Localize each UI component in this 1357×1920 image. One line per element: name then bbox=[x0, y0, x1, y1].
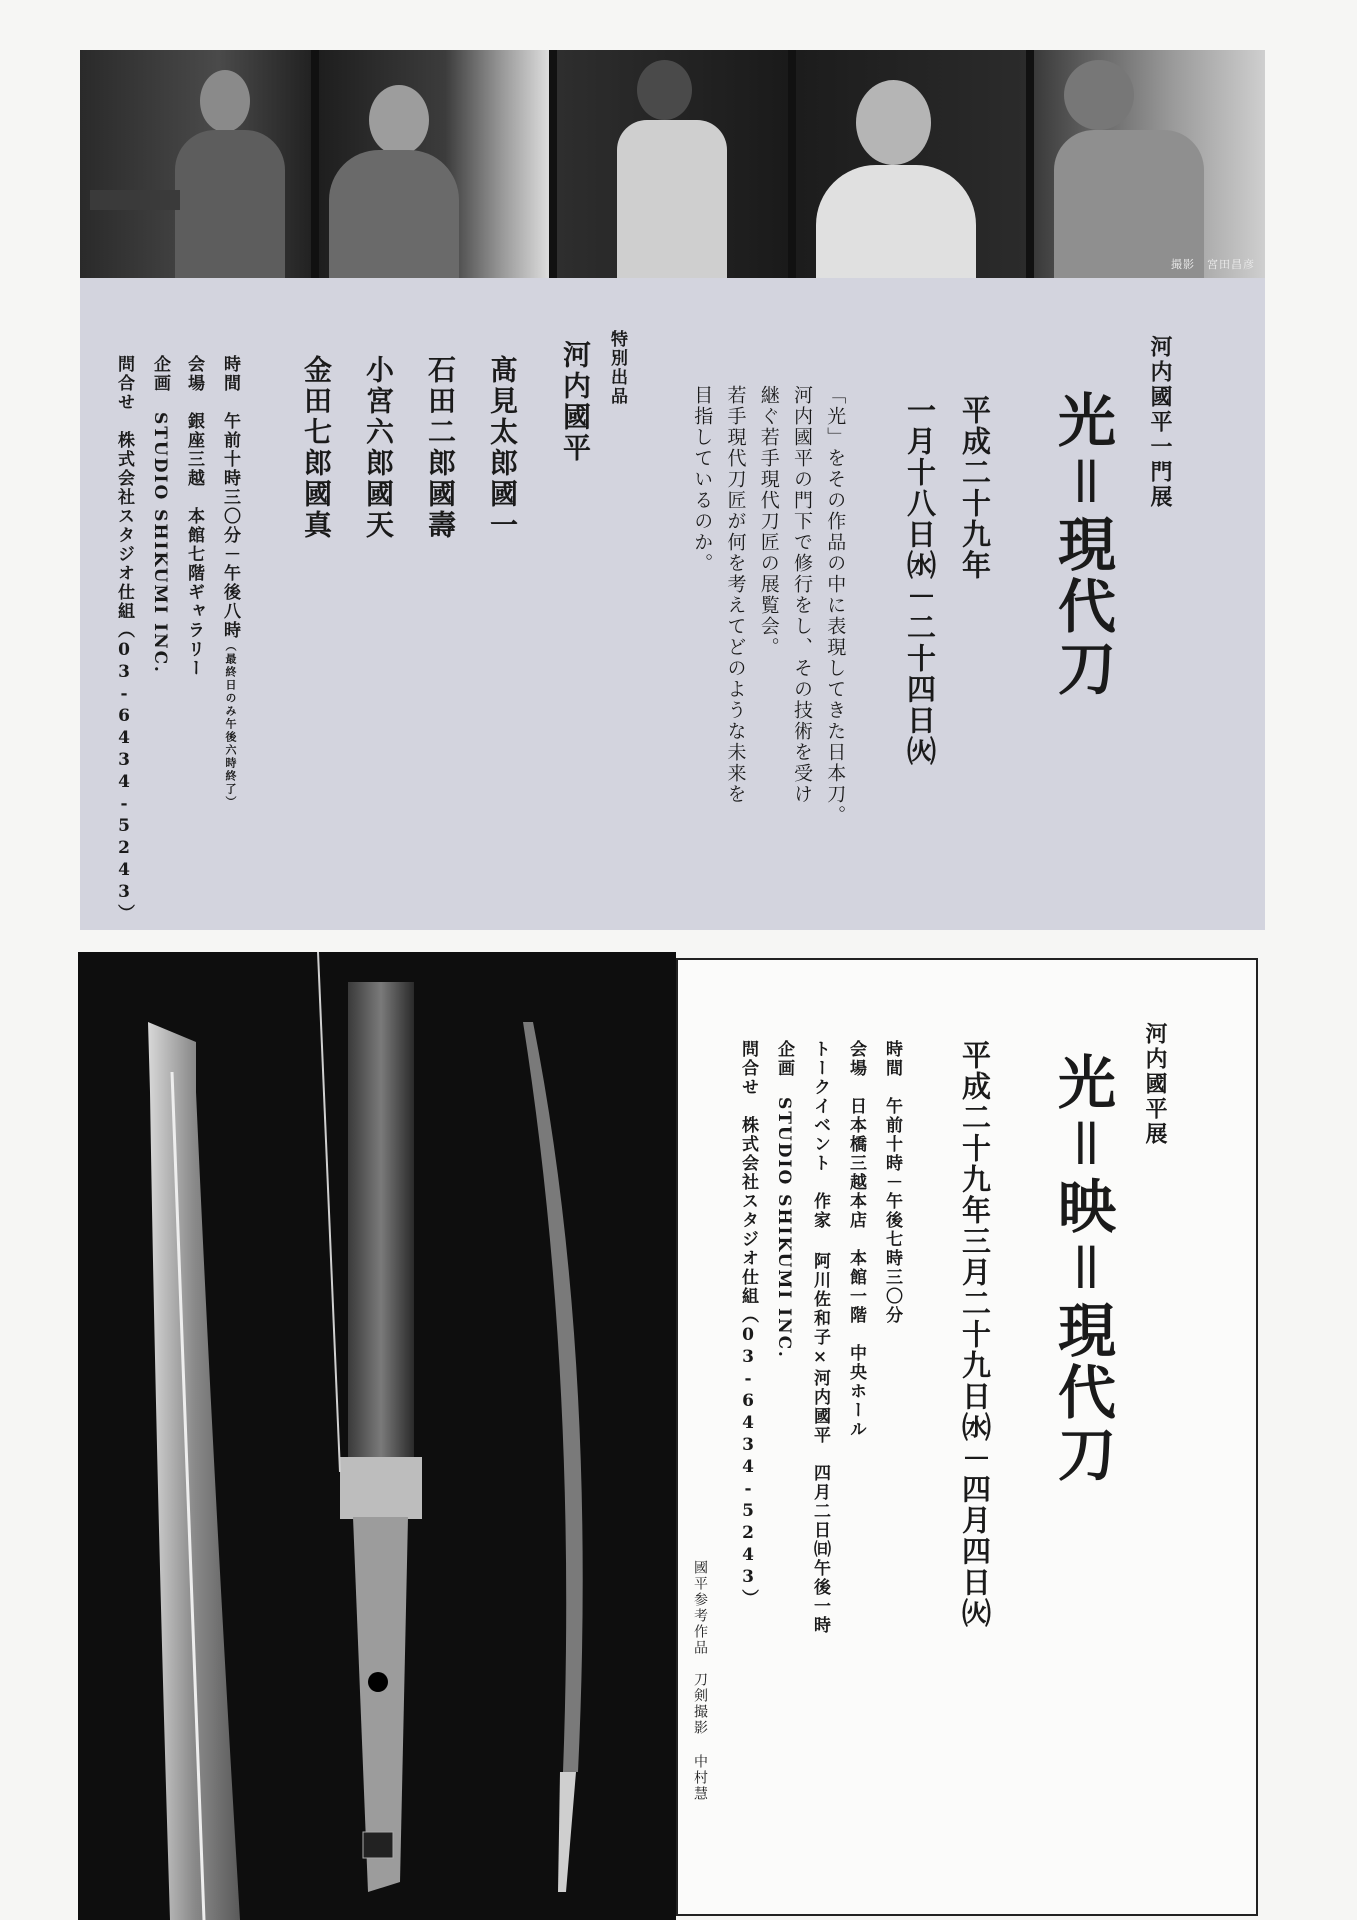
description-line-1: 「光」をその作品の中に表現してきた日本刀。 bbox=[824, 385, 847, 826]
description-line-3: 継ぐ若手現代刀匠の展覧会。 bbox=[757, 385, 780, 658]
blade-right bbox=[523, 1022, 583, 1772]
venue-value: 銀座三越 本館七階ギャラリー bbox=[184, 412, 204, 678]
top-info-plan bbox=[148, 355, 173, 674]
b-talk-label: トークイベント bbox=[810, 1040, 830, 1173]
b-talk-value: 作家 阿川佐和子×河内國平 四月二日㈰午後一時 bbox=[810, 1192, 830, 1635]
b-contact-label: 問合せ bbox=[738, 1040, 758, 1097]
bottom-info-venue bbox=[844, 1040, 869, 1439]
b-venue-value: 日本橋三越本店 本館一階 中央ホール bbox=[846, 1097, 866, 1439]
bottom-exhibition-name: 河内國平展 bbox=[1142, 1022, 1168, 1147]
artist-3: 小宮六郎國天 bbox=[362, 355, 395, 541]
contact-label: 問合せ bbox=[114, 355, 134, 412]
photo-smith-1 bbox=[80, 50, 311, 278]
time-label: 時間 bbox=[220, 355, 240, 393]
bottom-dates: 平成二十九年三月二十九日㈬－四月四日㈫ bbox=[958, 1040, 992, 1629]
venue-label: 会場 bbox=[184, 355, 204, 393]
bottom-info-contact bbox=[736, 1040, 761, 1608]
artist-2: 石田二郎國壽 bbox=[424, 355, 457, 541]
special-exhibit-label: 特別出品 bbox=[607, 330, 627, 406]
description-line-5: 目指しているのか。 bbox=[691, 385, 714, 574]
bottom-caption: 國平参考作品 刀剣撮影 中村慧 bbox=[692, 1560, 708, 1802]
description-line-2: 河内國平の門下で修行をし、その技術を受け bbox=[791, 385, 813, 805]
plan-value: STUDIO SHIKUMI INC. bbox=[150, 412, 170, 674]
plan-label: 企画 bbox=[150, 355, 170, 393]
top-info-venue bbox=[182, 355, 207, 678]
swordsmith-photo-strip bbox=[80, 50, 1265, 278]
time-value: 午前十時三〇分－午後八時 bbox=[220, 412, 240, 640]
contact-value: 株式会社スタジオ仕組（03-6434-5243） bbox=[114, 431, 134, 923]
top-title: 光＝現代刀 bbox=[1048, 390, 1116, 700]
top-description bbox=[685, 385, 851, 905]
scabbard-middle bbox=[348, 982, 414, 1472]
bottom-info-talk bbox=[808, 1040, 833, 1635]
photo-smith-3 bbox=[557, 50, 788, 278]
photo-smith-2 bbox=[319, 50, 550, 278]
top-info-contact bbox=[112, 355, 137, 923]
swords-illustration bbox=[78, 952, 676, 1920]
artist-4: 金田七郎國真 bbox=[300, 355, 333, 541]
artist-1: 髙見太郎國一 bbox=[486, 355, 519, 541]
top-dates: 一月十八日㈬－二十四日㈫ bbox=[903, 395, 937, 767]
b-time-value: 午前十時－午後七時三〇分 bbox=[882, 1097, 902, 1325]
b-plan-label: 企画 bbox=[774, 1040, 794, 1078]
bottom-title: 光＝映＝現代刀 bbox=[1048, 1052, 1116, 1486]
b-time-label: 時間 bbox=[882, 1040, 902, 1078]
photo-smith-5 bbox=[1034, 50, 1265, 278]
b-venue-label: 会場 bbox=[846, 1040, 866, 1078]
photo-smith-4 bbox=[796, 50, 1027, 278]
top-info-time bbox=[218, 355, 243, 809]
habaki bbox=[340, 1457, 422, 1519]
b-plan-value: STUDIO SHIKUMI INC. bbox=[774, 1097, 794, 1359]
bottom-info-time bbox=[880, 1040, 905, 1325]
blade-left bbox=[148, 1022, 240, 1920]
sword-photo bbox=[78, 952, 676, 1920]
special-artist: 河内國平 bbox=[559, 340, 592, 464]
description-line-4: 若手現代刀匠が何を考えてどのような未来を bbox=[724, 385, 747, 805]
b-contact-value: 株式会社スタジオ仕組（03-6434-5243） bbox=[738, 1116, 758, 1608]
photo-credit: 撮影 宮田昌彦 bbox=[1170, 258, 1255, 271]
bottom-info-plan bbox=[772, 1040, 797, 1359]
top-era-year: 平成二十九年 bbox=[958, 395, 992, 581]
time-note: （最終日のみ午後六時終了） bbox=[224, 640, 237, 809]
top-exhibition-name: 河内國平一門展 bbox=[1147, 335, 1173, 510]
